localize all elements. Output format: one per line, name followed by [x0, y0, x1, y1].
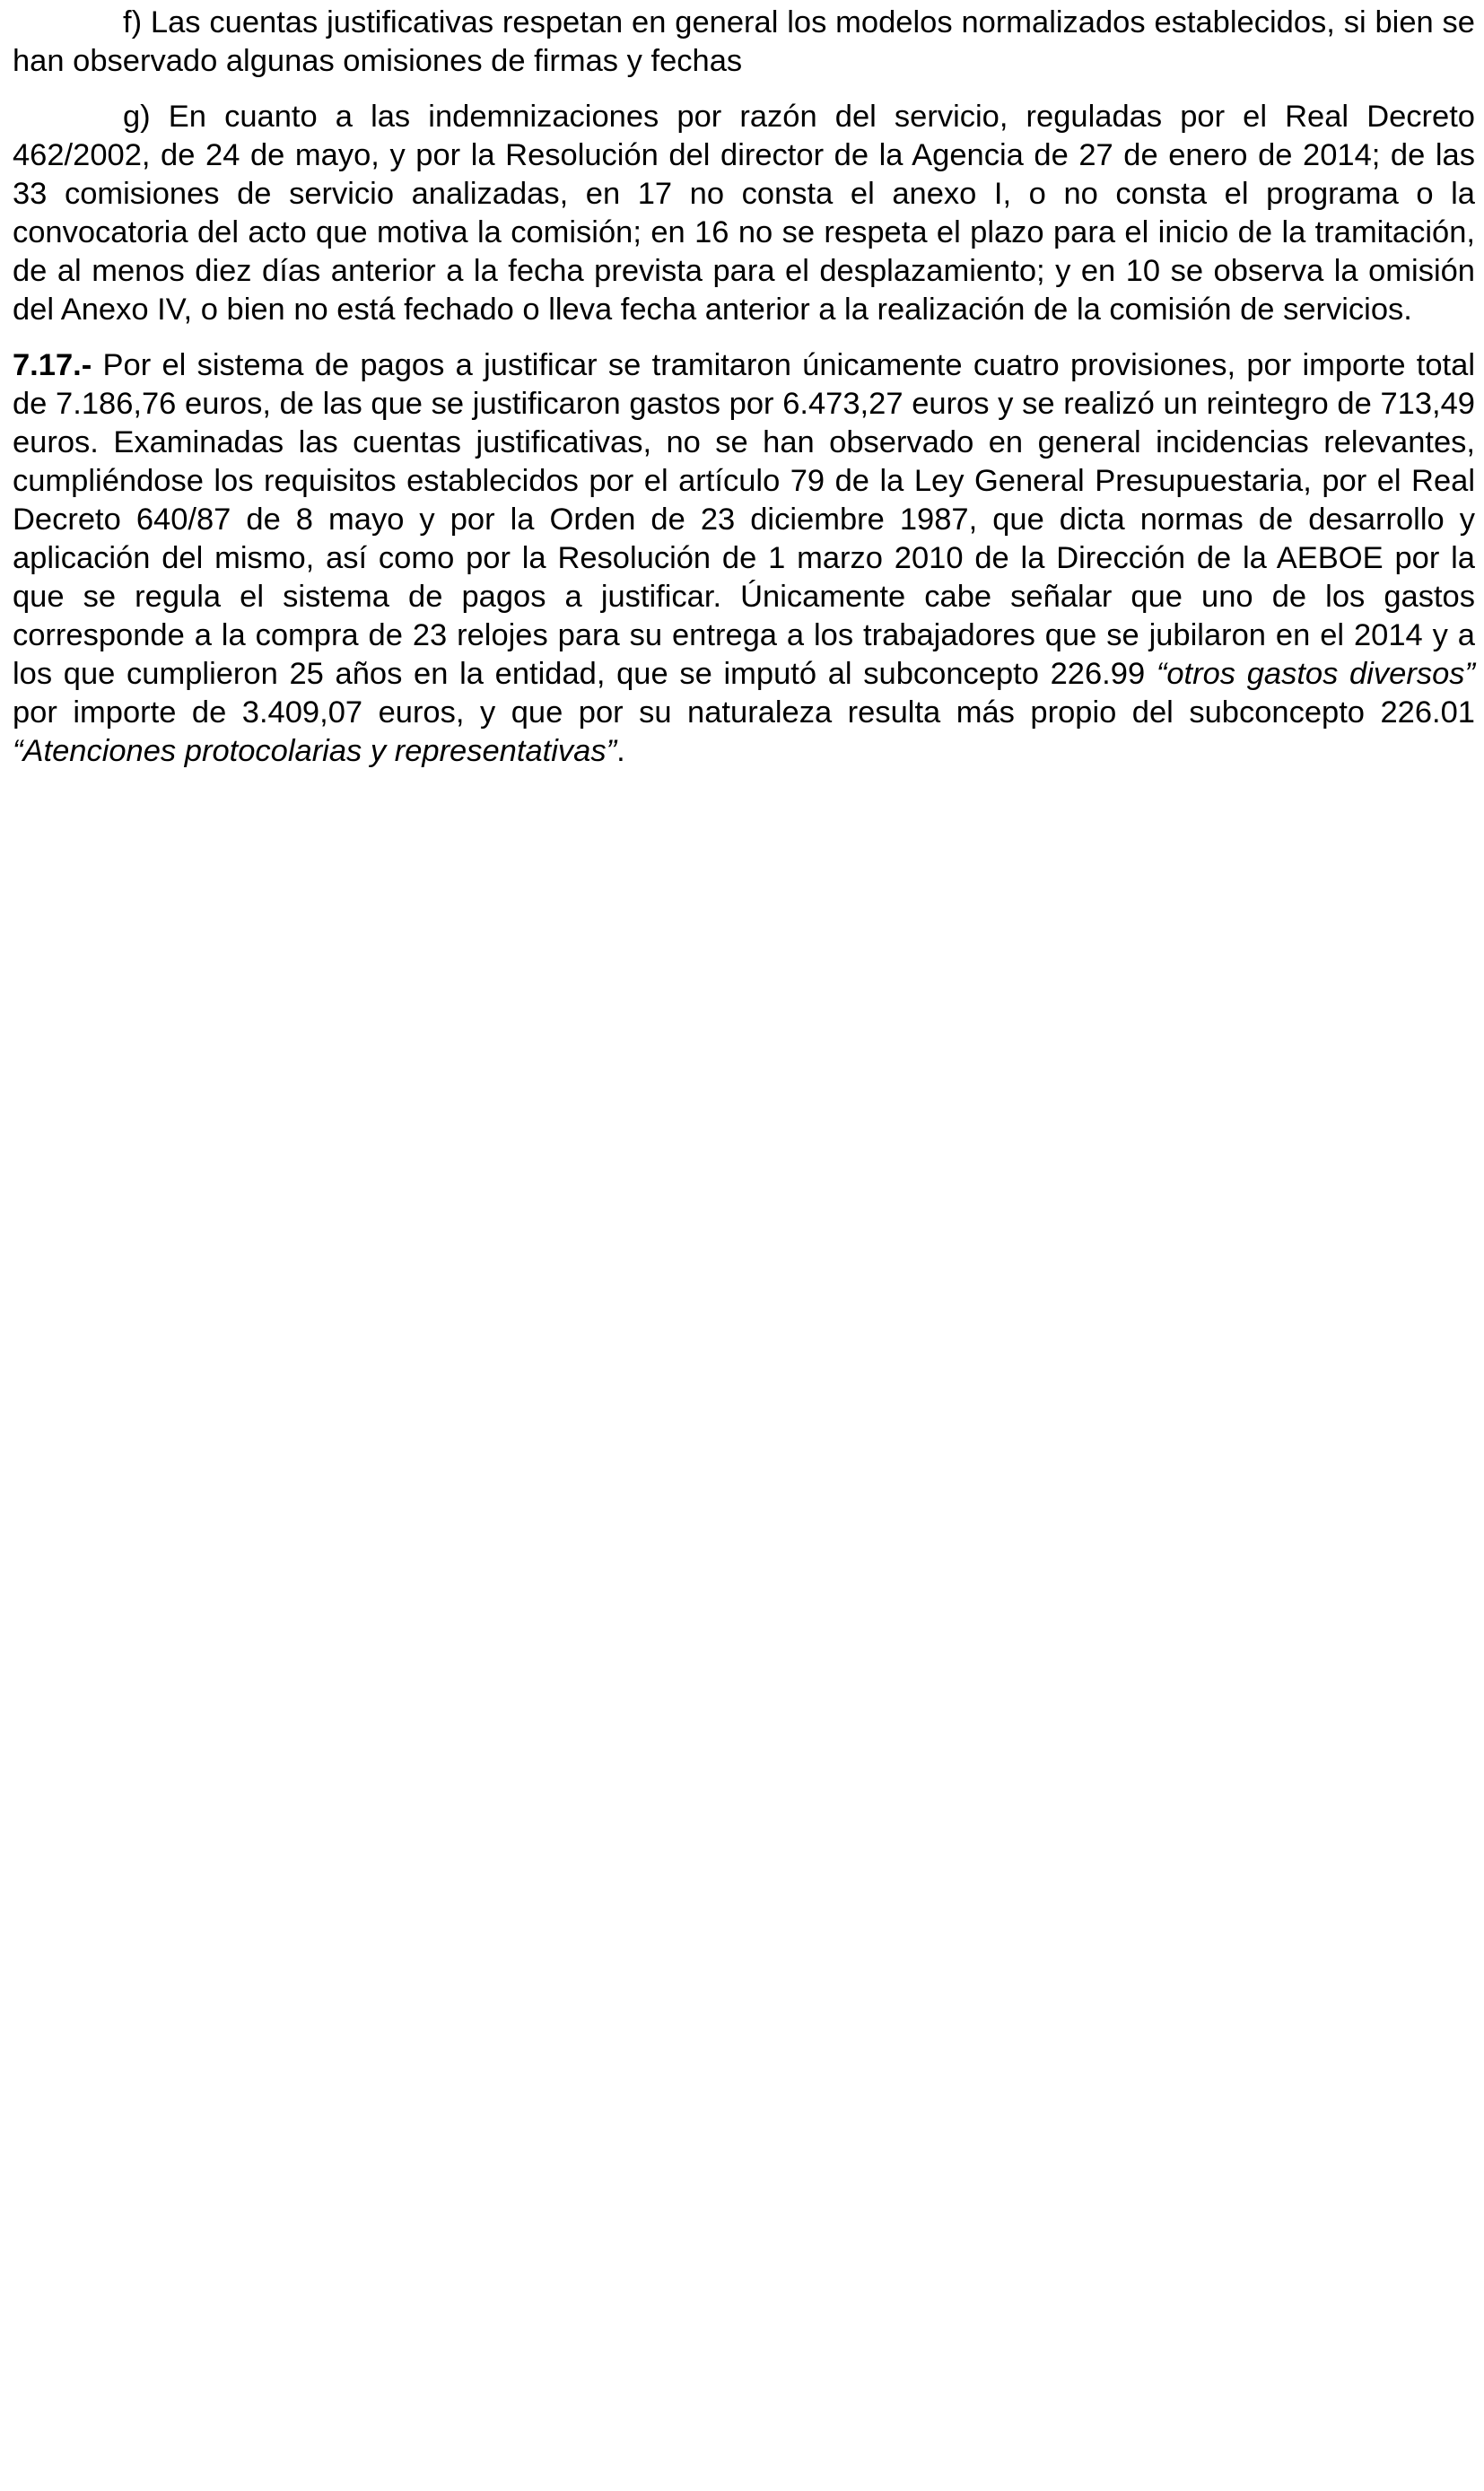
section-7-17-paragraph: [13, 346, 1475, 771]
section-text-part-1: Por el sistema de pagos a justificar se tramitaron únicamente cuatro provisiones, por importe total de 7.186,76 euros, de las que se justificaron gastos por 6.473,27 euros y se realizó un reintegro de 713,49 euros. Examinadas las cuentas justificativas, no se han observado en general incidencias relevantes, cumpliéndose los requisitos establecidos por el artículo 79 de la Ley General Presupuestaria, por el Real Decreto 640/87 de 8 mayo y por la Orden de 23 diciembre 1987, que dicta normas de desarrollo y aplicación del mismo, así como por la Resolución de 1 marzo 2010 de la Dirección de la AEBOE por la que se regula el sistema de pagos a justificar. Únicamente cabe señalar que uno de los gastos corresponde a la compra de 23 relojes para su entrega a los trabajadores que se jubilaron en el 2014 y a los que cumplieron 25 años en la entidad, que se imputó al subconcepto 226.99: [13, 348, 1475, 691]
section-number: 7.17.-: [13, 348, 92, 382]
document-page: [13, 0, 1475, 771]
section-text-part-2: por importe de 3.409,07 euros, y que por su naturaleza resulta más propio del subconcepto 226.01: [13, 695, 1475, 730]
paragraph-g: g) En cuanto a las indemnizaciones por razón del servicio, reguladas por el Real Decreto 462/2002, de 24 de mayo, y por la Resolución del director de la Agencia de 27 de enero de 2014; de las 33 comisiones de servicio analizadas, en 17 no consta el anexo I, o no consta el programa o la convocatoria del acto que motiva la comisión; en 16 no se respeta el plazo para el inicio de la tramitación, de al menos diez días anterior a la fecha prevista para el desplazamiento; y en 10 se observa la omisión del Anexo IV, o bien no está fechado o lleva fecha anterior a la realización de la comisión de servicios.: [13, 100, 1475, 327]
quoted-subconcept-other-expenses: “otros gastos diversos”: [1156, 657, 1475, 691]
paragraph-f: f) Las cuentas justificativas respetan en general los modelos normalizados establecidos, si bien se han observado algunas omisiones de firmas y fechas: [13, 5, 1475, 78]
quoted-subconcept-protocol: “Atenciones protocolarias y representativas”: [13, 734, 617, 768]
section-text-part-3: .: [616, 734, 625, 768]
